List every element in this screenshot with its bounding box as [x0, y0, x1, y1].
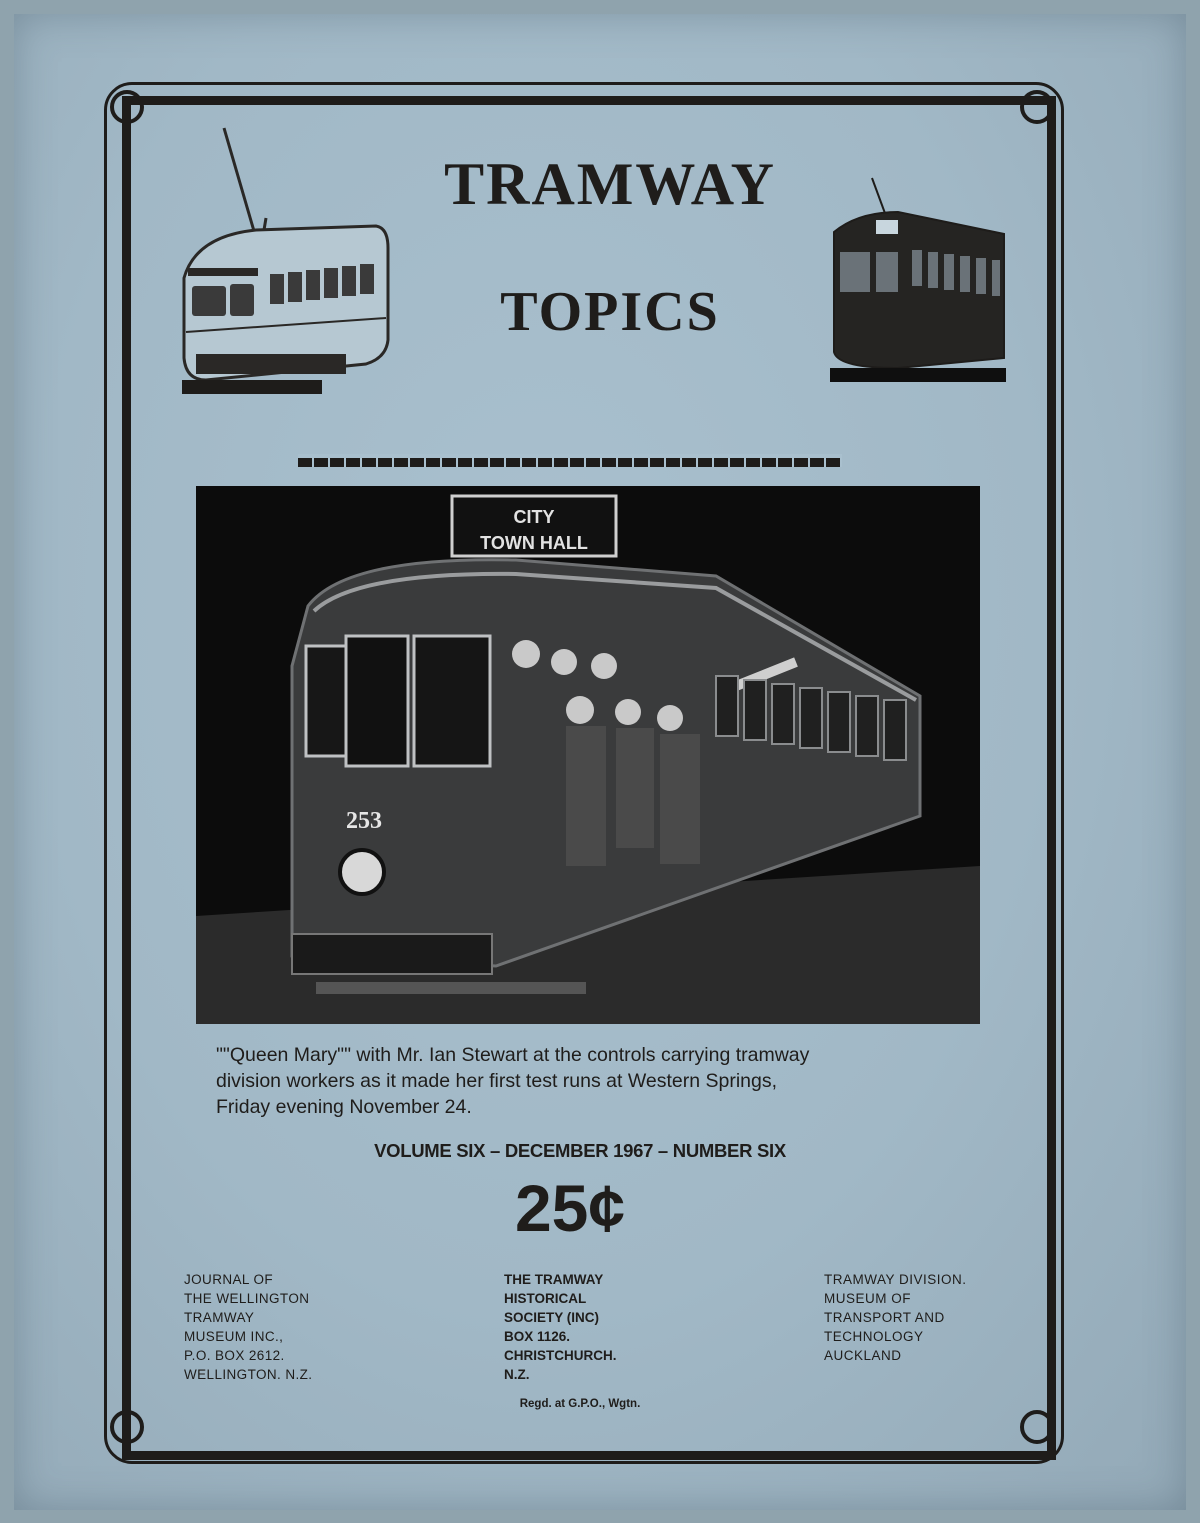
decorative-rule — [298, 454, 842, 467]
publisher-line: MUSEUM OF — [824, 1291, 911, 1306]
caption-line: ""Queen Mary"" with Mr. Ian Stewart at the controls carrying tramway — [216, 1044, 810, 1066]
publisher-line: HISTORICAL — [504, 1291, 587, 1306]
publisher-line: TRAMWAY — [184, 1310, 255, 1325]
title-line-1: TRAMWAY — [444, 151, 776, 217]
publisher-line: N.Z. — [504, 1367, 530, 1382]
corner-ornament-top-left — [110, 90, 144, 124]
corner-ornament-bottom-left — [110, 1410, 144, 1444]
destination-sign-line-2: TOWN HALL — [480, 533, 588, 553]
publisher-line: SOCIETY (INC) — [504, 1310, 600, 1325]
caption-line: Friday evening November 24. — [216, 1096, 472, 1118]
publisher-line: P.O. BOX 2612. — [184, 1348, 285, 1363]
publisher-line: TECHNOLOGY — [824, 1329, 924, 1344]
issue-line: VOLUME SIX – DECEMBER 1967 – NUMBER SIX — [374, 1140, 786, 1161]
caption-line: division workers as it made her first test runs at Western Springs, — [216, 1070, 778, 1092]
publisher-auckland — [824, 1270, 967, 1365]
publisher-christchurch — [504, 1270, 617, 1384]
corner-ornament-top-right — [1020, 90, 1054, 124]
publisher-line: THE TRAMWAY — [504, 1272, 604, 1287]
publisher-line: TRANSPORT AND — [824, 1310, 945, 1325]
publisher-line: THE WELLINGTON — [184, 1291, 310, 1306]
tram-number: 253 — [346, 808, 382, 834]
title-line-2: TOPICS — [500, 281, 720, 343]
streamlined-tram-illustration — [176, 118, 396, 400]
classic-tram-illustration — [828, 172, 1012, 386]
corner-ornament-bottom-right — [1020, 1410, 1054, 1444]
publisher-line: AUCKLAND — [824, 1348, 902, 1363]
tram-photograph — [196, 486, 980, 1024]
cover-price: 25¢ — [514, 1171, 626, 1245]
photo-caption — [216, 1042, 976, 1120]
publisher-line: TRAMWAY DIVISION. — [824, 1272, 967, 1287]
publisher-line: JOURNAL OF — [184, 1272, 274, 1287]
publisher-line: MUSEUM INC., — [184, 1329, 284, 1344]
publisher-line: BOX 1126. — [504, 1329, 571, 1344]
publisher-line: WELLINGTON. N.Z. — [184, 1367, 313, 1382]
registration-note: Regd. at G.P.O., Wgtn. — [519, 1398, 641, 1410]
destination-sign-line-1: CITY — [513, 507, 555, 527]
publisher-line: CHRISTCHURCH. — [504, 1348, 617, 1363]
publisher-wellington — [184, 1270, 312, 1384]
